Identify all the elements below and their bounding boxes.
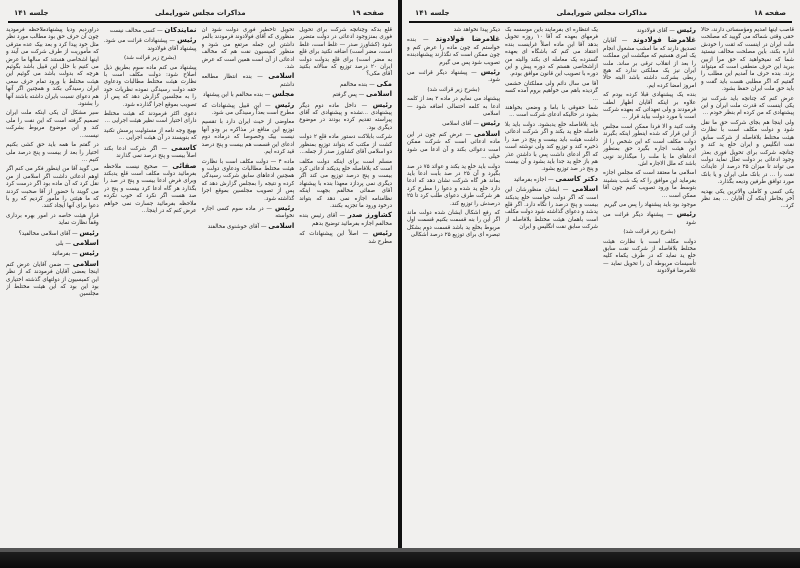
- paragraph-text: مسلم است برای اینکه دولت مکلف است که بلافاصله خلع یدیکند ادعائی کرد بیست و پنج درصد توزیع می کند اگر دیگری نمی پردازد معهذا بنده با پیشنهاد آقای صفائی مخالفم بجهت اینکه نظامنامه اجازه نمی دهد که بتواند درخود ورود ما تجزیه بکنند.: [299, 158, 392, 209]
- transcript-paragraph: [407, 131, 500, 162]
- paragraph-text: (بشرح زیر قرائت شد): [123, 55, 177, 62]
- transcript-paragraph: [6, 110, 99, 140]
- paragraph-text: — پس گرفتم: [332, 92, 365, 99]
- paragraph-text: موجود بود باید پیشنهاد را پس می گیریم: [604, 201, 696, 208]
- left-page-title: مذاکرات مجلس شورایملی: [154, 9, 246, 17]
- speaker-name: اسلامی: [268, 221, 295, 230]
- transcript-paragraph: [407, 210, 500, 240]
- transcript-paragraph: [299, 91, 392, 99]
- speaker-name: نمایندگان: [164, 27, 197, 34]
- left-session-number: جلسه ۱۴۱: [14, 9, 49, 17]
- speaker-name: رئیس: [676, 210, 696, 219]
- paragraph-text: شرکت بابلاکت دستور ماده قلع ۲ دولت کشت از مکتب که بتواند توزیع بمنظور دو اسلامی آقای کشاورز صدر از جمله...: [299, 134, 392, 156]
- speaker-name: اسلامی: [571, 185, 598, 194]
- paragraph-text: — عرض کنم چون در این ماده ادعائی است که شرکت ممکن است دعوائی بکند و آن ادعا می شود خیلی ...: [407, 131, 500, 161]
- transcript-paragraph: [104, 111, 197, 126]
- transcript-paragraph: [603, 239, 696, 276]
- right-session-number: جلسه ۱۴۱: [415, 9, 450, 17]
- speaker-name: اسلامی: [72, 259, 99, 268]
- text-column: [202, 27, 295, 542]
- transcript-paragraph: [6, 261, 99, 299]
- text-column: [603, 27, 696, 542]
- paragraph-text: می گوید آقا من اینطور فکر می کنم اگر اوهم ادعائی داشت اگر اسلامی از من نقل کرد که آن ماده بود اگر درست کرد می گویند با حضور از آقا صحبت کردند که ما هیئتی را مأمور کردیم که رو با دعوا برای آنها ایجاد کنند.: [6, 166, 99, 210]
- transcript-paragraph: [299, 159, 392, 211]
- right-page-number: صفحه ۱۸: [753, 9, 786, 17]
- speaker-name: رئیس: [274, 100, 295, 109]
- transcript-paragraph: [104, 65, 197, 109]
- transcript-paragraph: [407, 96, 500, 118]
- transcript-paragraph: [505, 27, 598, 79]
- transcript-paragraph: [407, 36, 500, 67]
- transcript-paragraph: [104, 37, 197, 53]
- paragraph-text: — آقای اسلامی مخالفید؟: [18, 230, 78, 237]
- paragraph-text: باید بلافاصله خلع یدبشود. دولت باید بلا فاصله خلع ید بکند و اگر شرکت ادعائی داشت هیئت باید بیست و پنج در صد را ذخیره کند و توزیع کند ولی نوشته است که اگر ادعای داشت پس با داشتن عذر هم باز خلع ید جدا باید بشود و آن بیست و پنج در صد توزیع بشود.: [505, 121, 598, 173]
- paragraph-text: آقا می سال دائم ولی مملکتان خشمی گردیده باهم می خواهیم بروم آمده کسه ...: [505, 80, 598, 102]
- speaker-name: رئیس: [372, 229, 392, 238]
- transcript-paragraph: [202, 91, 295, 99]
- left-page-number: صفحه ۱۹: [351, 9, 384, 17]
- paragraph-text: دیگر پیدا نخواهد شد: [453, 27, 500, 33]
- transcript-paragraph: [603, 229, 696, 236]
- page-gutter: [398, 0, 402, 548]
- transcript-paragraph: [505, 176, 598, 184]
- speaker-name: رئیس: [480, 119, 500, 128]
- paragraph-text: دولت باید خلع ید بکند و عوائد ۷۵ در صد بگیرد و آن ۲۵ در صد بابت ادعا باید بماند هر گاه شرکت نشان دهد که ادعا دارد خلع ید شده و دعوا را مطرح کرد هر شرکت طرف دعوای طلب کرد تا ۲۵ درصدش را توزیع کند.: [407, 163, 500, 207]
- right-page: [400, 0, 800, 548]
- paragraph-text: اسلامی ما معتقد است که مجلس اجازه بفرماید این موافق را که یک شب بنشیند بتوسط ما ورود تصویب کنیم چون آقا ممکن است ...: [603, 170, 696, 199]
- text-column: [505, 27, 598, 542]
- text-column: [701, 27, 794, 542]
- transcript-paragraph: [505, 81, 598, 103]
- speaker-name: مجلس: [272, 90, 295, 99]
- paragraph-text: — بفرمائید: [51, 251, 78, 258]
- paragraph-text: شما حقوقی با باما و وضعی بخواهند بشود در حالیکه ادعای شرکت است ...: [505, 105, 598, 119]
- paragraph-text: درآوردیم ودیا پیشنهادملاحظه فرمودید چون آن حرف حق بود مطالب مورد نظر مثل خود پیدا کرد و بعد بیک عده مترقی که مأموریت از طرف شرکت می آیند و اینها اشخاصی هستند که سالها ما عرض می کنیم با خلل این قبیل باشد بگوئیم هرچه که بدولت باشد می گوئیم این هیئت مختلط با ورود تمام حرف سعی ایران رسیدگی بکند و همچنین اگر آنها هم دعوای نسبت بایران داشته باشند آنها را بشنود.: [6, 27, 99, 108]
- left-header-rule: [8, 21, 390, 23]
- paragraph-text: — کسی مخالف نیست: [109, 28, 163, 34]
- paragraph-text: — این قبیل پیشنهادات که مطرح است بعداً رسیدگی می شود.: [201, 102, 295, 117]
- speaker-name: اسلامی: [268, 72, 295, 81]
- transcript-paragraph: [299, 81, 392, 89]
- speaker-name: غلامرضا فولادوند: [632, 36, 696, 45]
- transcript-paragraph: [603, 124, 696, 168]
- transcript-paragraph: [202, 119, 295, 156]
- transcript-paragraph: [299, 102, 392, 133]
- paragraph-text: (بشرح زیر قرائت شد): [623, 229, 676, 236]
- paragraph-text: بهیچ وجه نامه از مسئولیت پرسش نکنید که بنویسند در آن هیئت اجرایی ...: [103, 127, 197, 142]
- paragraph-text: — آقای رئیس بنده مخالفم اجازه بفرمائید توضیح بدهم: [299, 213, 392, 227]
- speaker-name: رئیس: [177, 36, 197, 45]
- transcript-paragraph: [701, 96, 794, 118]
- transcript-paragraph: [6, 142, 99, 164]
- transcript-paragraph: [6, 250, 99, 258]
- paragraph-text: بنده یک پیشنهادی قبلا کرده بودم که علاوه بر اینکه آقایان اظهار لطف فرمودند و ولی تعهداتی که بعهده شرکت است با مورد دولت بیاید قرار ...: [603, 92, 696, 121]
- transcript-paragraph: [299, 134, 392, 156]
- paragraph-text: دعوی اکثر فرمودند که هیئت مختلط دارای اختیار است نظیر هیئت اجرایی ...: [103, 111, 197, 125]
- paragraph-text: قاصب اینها آمدیم ومؤسساتی دارند، حالا حقی وقتی شماکه می گویید که مصلحت ملت ایران در اینست که ثقت را خودش اداره بکند، باین مصلحت مخالف نیستید شما که نمیخواهید که حق مرا ازبین ببرید این حرف منطقی است که میتواند بزند. بنده حرف ما آمدیم این مطلب را گفتیم که اگر مطلبی هست باید گفت و باید حق ملت ایران حفظ بشود.: [701, 27, 794, 93]
- transcript-paragraph: [299, 27, 392, 79]
- transcript-paragraph: [202, 73, 295, 89]
- transcript-paragraph: [202, 102, 295, 118]
- transcript-paragraph: [299, 212, 392, 228]
- transcript-paragraph: [505, 122, 598, 174]
- transcript-paragraph: [6, 27, 99, 108]
- paragraph-text: — پیشنهاد دیگر قرائت می شود.: [407, 70, 500, 84]
- speaker-name: اسلامی: [72, 238, 99, 247]
- paragraph-text: دولت مکلف است با نظارت هیئت مختلط بلافاصله از شرکت نفت سابق خلع ید نماید که در طرف یکماه کلیه تأسیسات مربوطه آن را تحویل نماید — غلامرضا فولادوند: [603, 238, 696, 275]
- right-header-rule: [409, 21, 792, 23]
- transcript-paragraph: [104, 128, 197, 143]
- left-page-header: [6, 8, 392, 18]
- transcript-paragraph: [202, 27, 295, 71]
- paragraph-text: — بلی: [55, 240, 71, 247]
- text-column: [6, 27, 99, 542]
- transcript-paragraph: [407, 69, 500, 85]
- paragraph-text: قرار هیئت خاصه در امور بهره برداری وقفاً نظارت نماید: [6, 212, 99, 227]
- transcript-paragraph: [603, 202, 696, 209]
- paragraph-text: یک انتظاره ای بفرمایند باین موسسه بک فرمهای بعهده که آقا ۱۰ روزه تحویل بدهد آقا این ماده اصلاً غرایست بنده اعتقاد می کنم که باشگاه ای بعهده گسترده یک معامله ای بکند والبته من ازاشخاصی هستم که دوره پیش و این دوره با تصویب این قانون موافق بودم.: [505, 27, 598, 78]
- transcript-paragraph: [6, 213, 99, 228]
- text-column: [407, 27, 500, 542]
- transcript-paragraph: [603, 92, 696, 122]
- speaker-name: رئیس: [79, 228, 99, 237]
- paragraph-text: ولی اینجا هم بجای شرکت حق ما نقل شود و دولت مکلف است با نظارت هیئت مختلط بلافاصله از شرکت سابق نفت انگلیس و ایران خلع ید کند و چنانچه شرکت برای تحویل فوری بعذر وجود ادعائی بر دولت تعلل نماید دولت می تواند تا میزان ۲۵ درصد از عایدات نفت را ... در بانک ملی ایران و یا بانک مورد توافق طرفین ودیعه بگذارد.: [701, 119, 794, 186]
- transcript-paragraph: [104, 145, 197, 161]
- right-page-header: [407, 8, 794, 18]
- paragraph-text: — صحیح نیست ملاحظه بفرمائید دولت مکلف است قلع یدبکند وبرای فرض ادعا بیست و پنج در صد را بگذارد هر گاه ادعا کرد بیست و پنج در صد هست اگر نکرد که خوب نکرده ملاحظه بفرمائید جسارت نمی خواهم عرض کنم که در اینجا...: [103, 163, 197, 214]
- paragraph-text: — آقای فولادوند: [636, 28, 675, 34]
- speaker-name: رئیس: [274, 203, 295, 212]
- transcript-paragraph: [202, 223, 295, 231]
- transcript-paragraph: [701, 189, 794, 211]
- left-page: [0, 0, 400, 548]
- transcript-paragraph: [407, 164, 500, 208]
- speaker-name: کشاورز صدر: [347, 211, 392, 220]
- speaker-name: رئیس: [372, 100, 392, 109]
- paragraph-text: — بنده خواستم که چون ماده را عرض کنم و چون ممکن است که نگذارند پیشنهادبنده تصویب شود پس می گیرم: [407, 37, 500, 66]
- transcript-paragraph: [701, 120, 794, 187]
- paragraph-text: — داخل ماده دوم دیگر پیشنهادی ...نشده و پیشنهادی که آقای پیراسته تقدیم کرده بودند در موضوع دیگری بود.: [299, 102, 392, 131]
- transcript-paragraph: [104, 163, 197, 216]
- paragraph-text: — اجازه بفرمائید: [513, 176, 554, 183]
- transcript-paragraph: [603, 37, 696, 90]
- paragraph-text: — پیشنهاد دیگر قرائت می شود: [603, 212, 696, 226]
- speaker-name: رئیس: [676, 27, 696, 34]
- paragraph-text: پیشنهاد می کنم ماده سوم بطریق ذیل اصلاح شود: دولت مکلف است با نظارت هیئت مختلط مطالبات ودعاوی حقه دولت رسیدگی نموده نظریات خود را به مجلسین گزارش دهد که پس از تصویب بموقع اجرا گذارده شود.: [103, 64, 197, 108]
- transcript-paragraph: [407, 27, 500, 34]
- speaker-name: اسلامی: [474, 129, 500, 138]
- paragraph-text: — بنده انتظار مطالعه داشتم: [201, 74, 295, 88]
- transcript-paragraph: [6, 166, 99, 210]
- transcript-paragraph: [603, 170, 696, 200]
- paragraph-text: — اصلاً این پیشنهادات که مطرح شد: [299, 231, 392, 245]
- speaker-name: اسلامی: [365, 90, 392, 99]
- right-page-columns: [407, 27, 794, 542]
- paragraph-text: — آقای خوشنوی مخالفند: [207, 223, 267, 230]
- right-page-title: مذاکرات مجلس شورایملی: [556, 9, 648, 17]
- paragraph-text: — بنده مخالفم: [339, 81, 375, 88]
- paragraph-text: ماده ۴ — دولت مکلف است با نظارت هیئت مختلط مطالبات ودعاوی دولت و همچنین ادعاهای سابق شرکت رسیدگی کرده و نتیجه را بمجلس گزارش دهد که پس از تصویب مجلسین بموقع اجرا گذاشته شود.: [201, 158, 295, 202]
- paragraph-text: در گفتم ما همه باید حق کشی بکنیم اختیار را بعد از بیست و پنج درصد ملی کنیم ...: [6, 142, 99, 163]
- transcript-paragraph: [104, 27, 197, 35]
- speaker-name: کاسمی: [171, 143, 197, 152]
- speaker-name: مکی: [376, 79, 392, 88]
- transcript-paragraph: [407, 87, 500, 94]
- transcript-paragraph: [299, 230, 392, 246]
- paragraph-text: سیر مشکل آن یکی اینکه ملت ایران تصمیم گرفته است که این نفت را ملی کند و این موضوع مربوط بشرکت نیست...: [6, 110, 99, 139]
- paragraph-text: — ایشان منظورشان این است که اگر دولت خواست خلع یدبکند بیست و پنج درصد را نگاه دارد. اگر قلع یدشد و دعوای گذاشته شود دولت مکلف است باهمان هیئت مختلط بلافاصله از شرکت سابق نفت انگلیس و ایران: [505, 187, 598, 231]
- transcript-paragraph: [603, 27, 696, 35]
- transcript-paragraph: [6, 230, 99, 238]
- transcript-paragraph: [202, 205, 295, 221]
- paragraph-text: — ضمن آقایان عرض کنم اینجا بعضی آقایان فرمودند که از نظر این کمیسیون از دولتهای گذشته اختیاری بود این بود که این هیئت مختلط از مجلسین: [6, 261, 99, 298]
- paragraph-text: — آقای اسلامی: [442, 121, 479, 128]
- text-column: [299, 27, 392, 542]
- paragraph-text: تحویل تاخطیر فوری دولت شود آن منظوری که آقای فولادوند فرمودند بالمر داشتن این جمله مرتفع می شود و منظور کمیسیون نفت هم که مخالف ادعائی از آن است همین است که عرض شد.: [201, 27, 295, 71]
- paragraph-text: — اگر شرکت ادعا بکند اصلاً بیست و پنج درصد نمی گذارند: [103, 145, 197, 160]
- paragraph-text: پیشنهاد می نمایم در ماده ۲ بعد از کلمه ادعا به کلمه احتمالی اضافه شود — اسلامی: [407, 96, 500, 118]
- paragraph-text: — پیشنهادات قرائت می شود. پیشنهاد آقای فولادوند: [103, 38, 197, 52]
- paragraph-text: — بنده مخالفم با این پیشنهاد: [202, 92, 271, 99]
- transcript-paragraph: [505, 105, 598, 120]
- transcript-paragraph: [202, 159, 295, 203]
- paragraph-text: وقت کنید و الا فردا ممکن است مجلس از این قرار که شده اینطور اینکه بگیرند دولت مکلف است که این شخص را از این هیئت اجاره بگیرد حق بمنظور ادعاهای ما با ملت را میگذارند نوبی باشد که ملل الاجاره اش.: [603, 123, 696, 167]
- speaker-name: رئیس: [480, 68, 500, 77]
- paragraph-text: یکی کسی و کاملی والاترین یکی بهدیه آخر بخاطر اینکه آن آقایان ... بعد نظر کرد...: [701, 188, 794, 210]
- transcript-paragraph: [104, 55, 197, 62]
- transcript-paragraph: [701, 27, 794, 94]
- speaker-name: غلامرضا فولادوند: [435, 35, 500, 44]
- speaker-name: صفائی: [172, 161, 197, 170]
- paragraph-text: معاوضی از حیث ایران دارد با تقسیم توزیع این منافع در مذاکره بر ودو آنها نیست بیک وخصوصا که درماده دوم ادعای این قسمت هم بیست و پنج درصد قید کرده ایم.: [201, 119, 295, 156]
- paragraph-text: — آقایان تصدیق دارند که ما امشب مشغول انجام یک امری هستیم که میگشت این مملکت را بعد از انقلاب ترقی بر ساند. ملت ایران نیز یک مملکتی ندارد که هیچ ربطی بشرکت داشته باشد البته حالا امروز امضا کرده ایم.: [603, 38, 696, 89]
- transcript-paragraph: [6, 240, 99, 248]
- left-page-columns: [6, 27, 392, 542]
- speaker-name: دکتر کاسمی: [555, 174, 598, 183]
- text-column: [104, 27, 197, 542]
- paragraph-text: (بشرح زیر قرائت شد): [427, 86, 480, 93]
- transcript-paragraph: [505, 186, 598, 231]
- paragraph-text: — در ماده سوم کسی اجازه نخواسته: [201, 205, 295, 220]
- scan-bottom-edge: [0, 548, 800, 568]
- paragraph-text: قلع بدکه وچنانچه شرکت برای تحویل فوری بمنزوجود ادعائی در دولت متضرر شود (کشاورز صدر — غلط است، غلط است، مضر است) اضافه نکنید برای قلع به مضر است) برای قلع بدولت دولت ایران ۲۰ درصد توزیع که سالانه بکنید آقای مکی؟: [299, 27, 392, 78]
- speaker-name: رئیس: [79, 249, 99, 258]
- transcript-paragraph: [407, 120, 500, 128]
- paragraph-text: که رفع اشکال ایشان شده دولت ماند اگر این را بنه قسمت بکنیم قسمت اول مربوط بخلع ید باشد قسمت دوم بشکل تبصره ای برای توزیع ۲۵ درصد اشکالی: [407, 209, 500, 239]
- transcript-paragraph: [603, 211, 696, 227]
- paragraph-text: عرض کنم که چنانچه باید شرکت نیز یکی اینست که قدرت ملت ایران و این پیشنهادی که من کرده ام بنظر خودم ...: [701, 95, 794, 117]
